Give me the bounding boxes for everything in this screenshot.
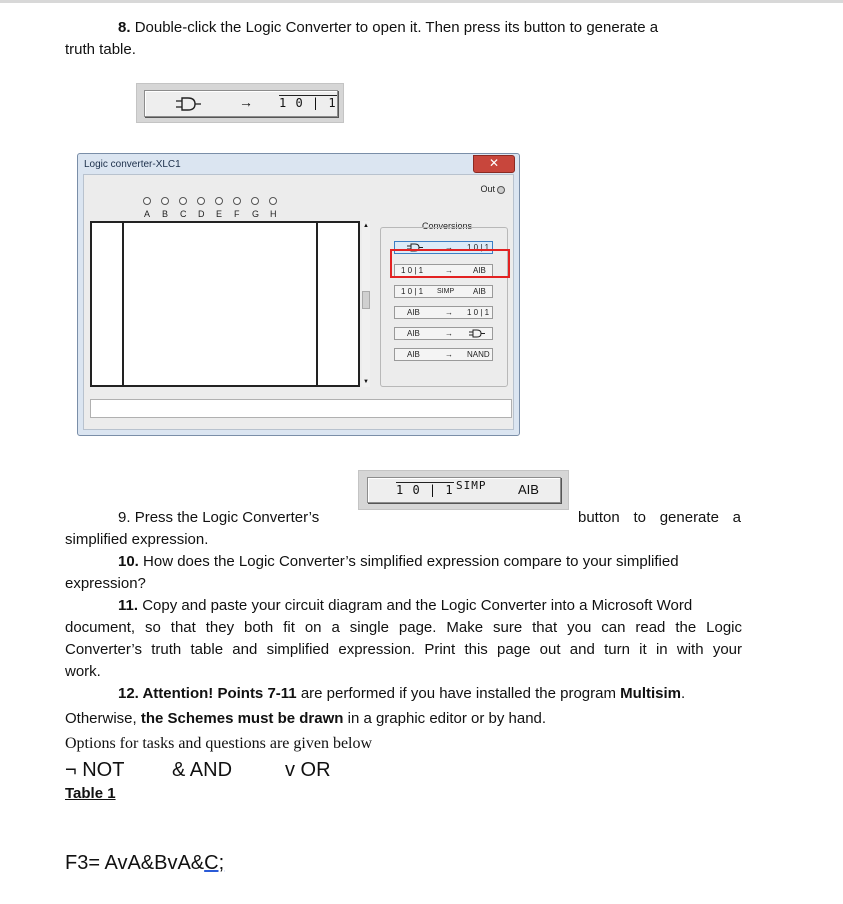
table-label: Table 1	[65, 785, 116, 802]
input-label-b: B	[162, 209, 169, 219]
conv-expression-to-circuit[interactable]: AIB →	[394, 327, 493, 340]
out-label: Out	[480, 184, 495, 194]
input-label-c: C	[180, 209, 187, 219]
converter-button-image	[136, 83, 344, 123]
terminal-g[interactable]	[251, 197, 259, 205]
step12-line2: Otherwise, the Schemes must be drawn in a graphic editor or by hand.	[65, 710, 547, 727]
terminal-d[interactable]	[197, 197, 205, 205]
conv-expression-to-nand[interactable]: AIB → NAND	[394, 348, 493, 361]
input-label-d: D	[198, 209, 205, 219]
truth-table-icon: 1 0 | 1	[396, 483, 454, 497]
highlight-box	[390, 249, 510, 278]
input-label-g: G	[252, 209, 260, 219]
window-body	[83, 174, 514, 430]
terminal-c[interactable]	[179, 197, 187, 205]
step8-line2: truth table.	[65, 41, 136, 58]
step12-line1: 12. Attention! Points 7-11 are performed if you have installed the program Multisim.	[118, 685, 686, 702]
simplify-button[interactable]	[367, 477, 561, 503]
conv-expression-to-truth-table[interactable]: AIB → 1 0 | 1	[394, 306, 493, 319]
formula: F3= AvA&BvA&C;	[65, 852, 225, 874]
simp-label: SIMP	[456, 479, 487, 492]
operator-not: ¬ NOT	[65, 759, 125, 781]
page-top-border	[0, 0, 843, 3]
terminal-h[interactable]	[269, 197, 277, 205]
input-label-f: F	[234, 209, 240, 219]
out-terminal[interactable]	[497, 186, 505, 194]
conv-truth-table-to-expression[interactable]: 1 0 | 1 → AIB	[394, 264, 493, 277]
expression-label: AIB	[518, 482, 539, 497]
input-label-a: A	[144, 209, 151, 219]
logic-gate-icon	[467, 329, 487, 338]
step9-line2: simplified expression.	[65, 531, 209, 548]
window-title: Logic converter-XLC1	[84, 159, 181, 170]
step11-line2: document, so that they both fit on a single page. Make sure that you can read the Logic	[65, 619, 742, 636]
step10-line2: expression?	[65, 575, 146, 592]
step11-line1: 11. Copy and paste your circuit diagram and the Logic Converter into a Microsoft Word	[118, 597, 693, 614]
step11-line3: Converter’s truth table and simplified expression. Print this page out and turn it in with your	[65, 641, 742, 658]
simp-button-image	[358, 470, 569, 510]
arrow-icon: →	[239, 94, 253, 110]
step9-line1a: 9. Press the Logic Converter’s	[118, 509, 320, 526]
terminal-b[interactable]	[161, 197, 169, 205]
options-line: Options for tasks and questions are given below	[65, 735, 373, 752]
conversions-label: Conversions	[422, 221, 473, 231]
close-button[interactable]: ✕	[473, 155, 515, 173]
conv-truth-table-to-simplified[interactable]: 1 0 | 1 SIMP AIB	[394, 285, 493, 298]
terminal-f[interactable]	[233, 197, 241, 205]
operator-or: v OR	[285, 759, 331, 781]
gate-to-truth-table-button[interactable]	[144, 90, 338, 117]
terminal-a[interactable]	[143, 197, 151, 205]
conv-gate-to-truth-table[interactable]: → 1 0 | 1	[394, 241, 493, 254]
truth-table-icon: 1 0 | 1	[279, 96, 337, 110]
logic-converter-window	[77, 153, 520, 436]
step9-line1b: button to generate a	[578, 509, 741, 526]
input-label-e: E	[216, 209, 223, 219]
expression-field[interactable]	[90, 399, 512, 418]
step11-line4: work.	[65, 663, 101, 680]
operator-and: & AND	[172, 759, 233, 781]
truth-table-area[interactable]	[90, 221, 360, 387]
step10-line1: 10. How does the Logic Converter’s simplified expression compare to your simplified	[118, 553, 679, 570]
logic-gate-icon	[173, 97, 203, 111]
input-label-h: H	[270, 209, 277, 219]
terminal-e[interactable]	[215, 197, 223, 205]
truth-table-scrollbar[interactable]: ▲ ▼	[363, 223, 369, 385]
step8-line1: 8. Double-click the Logic Converter to open it. Then press its button to generate a	[118, 19, 659, 36]
